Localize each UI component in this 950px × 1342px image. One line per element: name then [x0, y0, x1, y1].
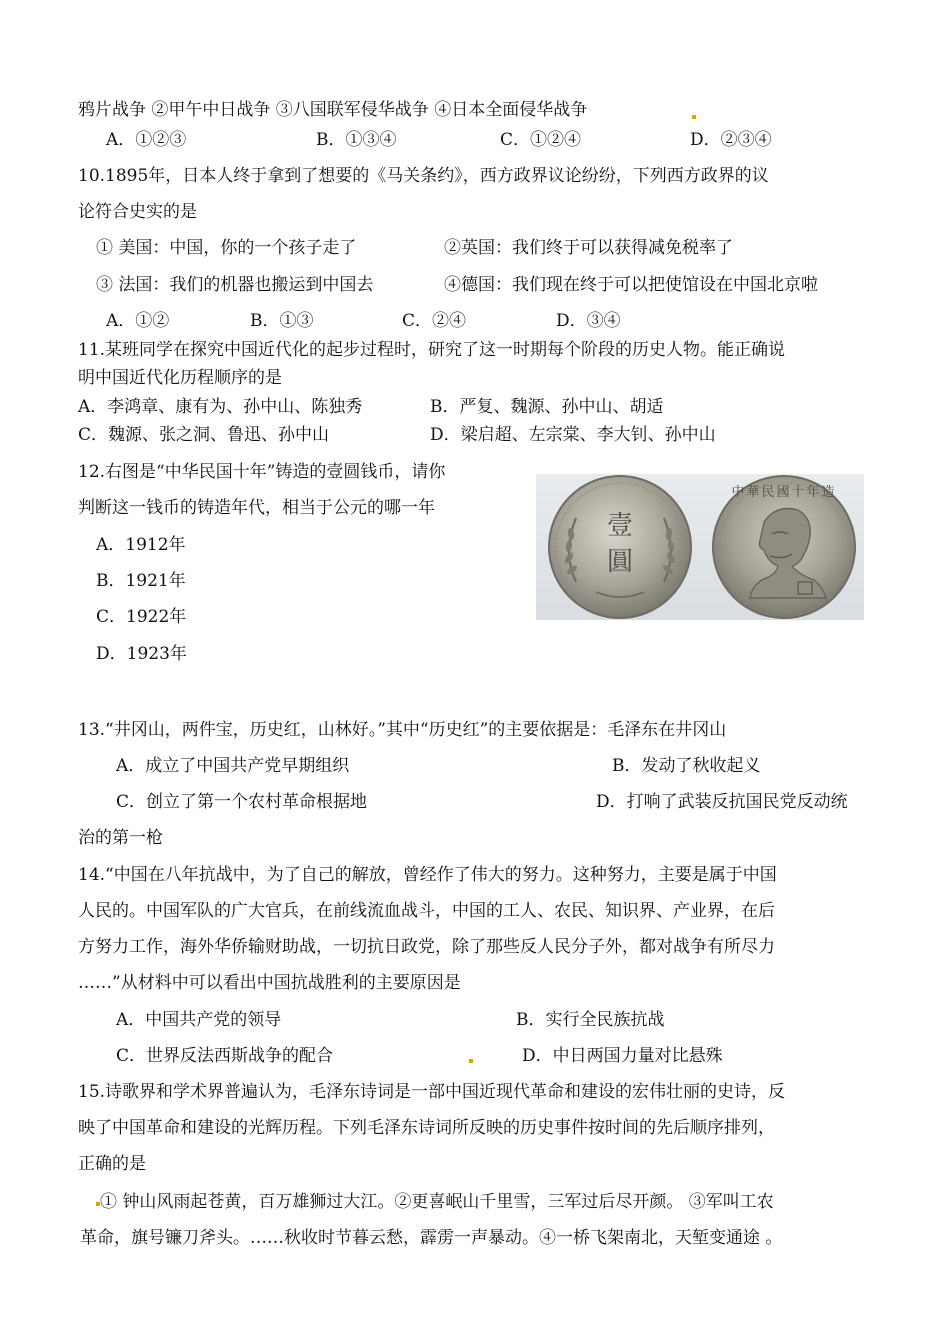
q12-option-d: D．1923年: [96, 644, 187, 664]
q15-stem-line2: 映了中国革命和建设的光辉历程。下列毛泽东诗词所反映的历史事件按时间的先后顺序排列，: [78, 1118, 775, 1138]
q15-poem-line2: 革命，旗号镰刀斧头。……秋收时节暮云愁，霹雳一声暴动。④一桥飞架南北，天堑变通途 。: [80, 1228, 783, 1248]
q14-stem-line4: ……”从材料中可以看出中国抗战胜利的主要原因是: [78, 973, 461, 993]
q14-stem-line2: 人民的。中国军队的广大官兵，在前线流血战斗，中国的工人、农民、知识界、产业界，在后: [78, 901, 775, 921]
q9-statements: 鸦片战争 ②甲午中日战争 ③八国联军侵华战争 ④日本全面侵华战争: [78, 100, 588, 120]
coin-front-char-1: 壹: [606, 511, 634, 541]
q14-option-a: A．中国共产党的领导: [116, 1010, 282, 1030]
q11-option-a: A．李鸿章、康有为、孙中山、陈独秀: [78, 397, 363, 417]
q14-option-c: C．世界反法西斯战争的配合: [116, 1046, 334, 1066]
q12-option-a: A．1912年: [96, 535, 186, 555]
q10-option-b: B．①③: [250, 311, 314, 331]
q13-option-d: D．打响了武装反抗国民党反动统: [596, 792, 848, 812]
q15-poem-line1: ① 钟山风雨起苍黄，百万雄狮过大江。②更喜岷山千里雪，三军过后尽开颜。 ③军叫工农: [100, 1192, 774, 1212]
q10-statement-3: ③ 法国：我们的机器也搬运到中国去: [96, 275, 374, 295]
q12-option-c: C．1922年: [96, 607, 187, 627]
q11-stem-line1: 11.某班同学在探究中国近代化的起步过程时，研究了这一时期每个阶段的历史人物。能正确说: [78, 340, 786, 360]
q13-option-a: A．成立了中国共产党早期组织: [116, 756, 350, 776]
q10-statement-1: ① 美国：中国，你的一个孩子走了: [96, 238, 357, 258]
q13-option-d-continuation: 治的第一枪: [78, 828, 163, 848]
q9-option-d: D．②③④: [690, 130, 772, 150]
q9-option-c: C．①②④: [500, 130, 582, 150]
q13-stem: 13.“井冈山，两件宝，历史红，山林好。”其中“历史红”的主要依据是：毛泽东在井冈山: [78, 720, 727, 740]
q10-statement-4: ④德国：我们现在终于可以把使馆设在中国北京啦: [444, 275, 818, 295]
q12-stem-line1: 12.右图是“中华民国十年”铸造的壹圆钱币，请你: [78, 462, 446, 482]
q12-option-b: B．1921年: [96, 571, 186, 591]
q11-stem-line2: 明中国近代化历程顺序的是: [78, 368, 282, 388]
q15-stem-line1: 15.诗歌界和学术界普遍认为，毛泽东诗词是一部中国近现代革命和建设的宏伟壮丽的史诗，反: [78, 1082, 786, 1102]
coin-back-inscription: 中華民國十年造: [731, 485, 837, 500]
q9-option-b: B．①③④: [316, 130, 397, 150]
mark-dot: [469, 1059, 473, 1063]
q14-option-b: B．实行全民族抗战: [516, 1010, 665, 1030]
q10-option-c: C．②④: [402, 311, 467, 331]
q14-option-d: D．中日两国力量对比悬殊: [522, 1046, 723, 1066]
coin-front-char-2: 圓: [606, 547, 634, 577]
q14-stem-line1: 14.“中国在八年抗战中，为了自己的解放，曾经作了伟大的努力。这种努力，主要是属于中国: [78, 865, 777, 885]
q9-option-a: A．①②③: [106, 130, 187, 150]
q11-option-b: B．严复、魏源、孙中山、胡适: [430, 397, 664, 417]
q13-option-b: B．发动了秋收起义: [612, 756, 761, 776]
q11-option-d: D．梁启超、左宗棠、李大钊、孙中山: [430, 425, 716, 445]
coin-photo: [536, 474, 864, 620]
q10-stem-line1: 10.1895年，日本人终于拿到了想要的《马关条约》，西方政界议论纷纷，下列西方政界的议: [78, 166, 769, 186]
q10-statement-2: ②英国：我们终于可以获得减免税率了: [444, 238, 733, 258]
q10-stem-line2: 论符合史实的是: [78, 202, 197, 222]
coin-illustration: [536, 474, 864, 620]
q12-stem-line2: 判断这一钱币的铸造年代，相当于公元的哪一年: [78, 498, 435, 518]
q11-option-c: C．魏源、张之洞、鲁迅、孙中山: [78, 425, 330, 445]
q15-stem-line3: 正确的是: [78, 1154, 146, 1174]
q13-option-c: C．创立了第一个农村革命根据地: [116, 792, 368, 812]
mark-dot: [692, 115, 696, 119]
q10-option-d: D．③④: [556, 311, 621, 331]
q10-option-a: A．①②: [106, 311, 170, 331]
q14-stem-line3: 方努力工作，海外华侨输财助战，一切抗日政党，除了那些反人民分子外，都对战争有所尽力: [78, 937, 775, 957]
